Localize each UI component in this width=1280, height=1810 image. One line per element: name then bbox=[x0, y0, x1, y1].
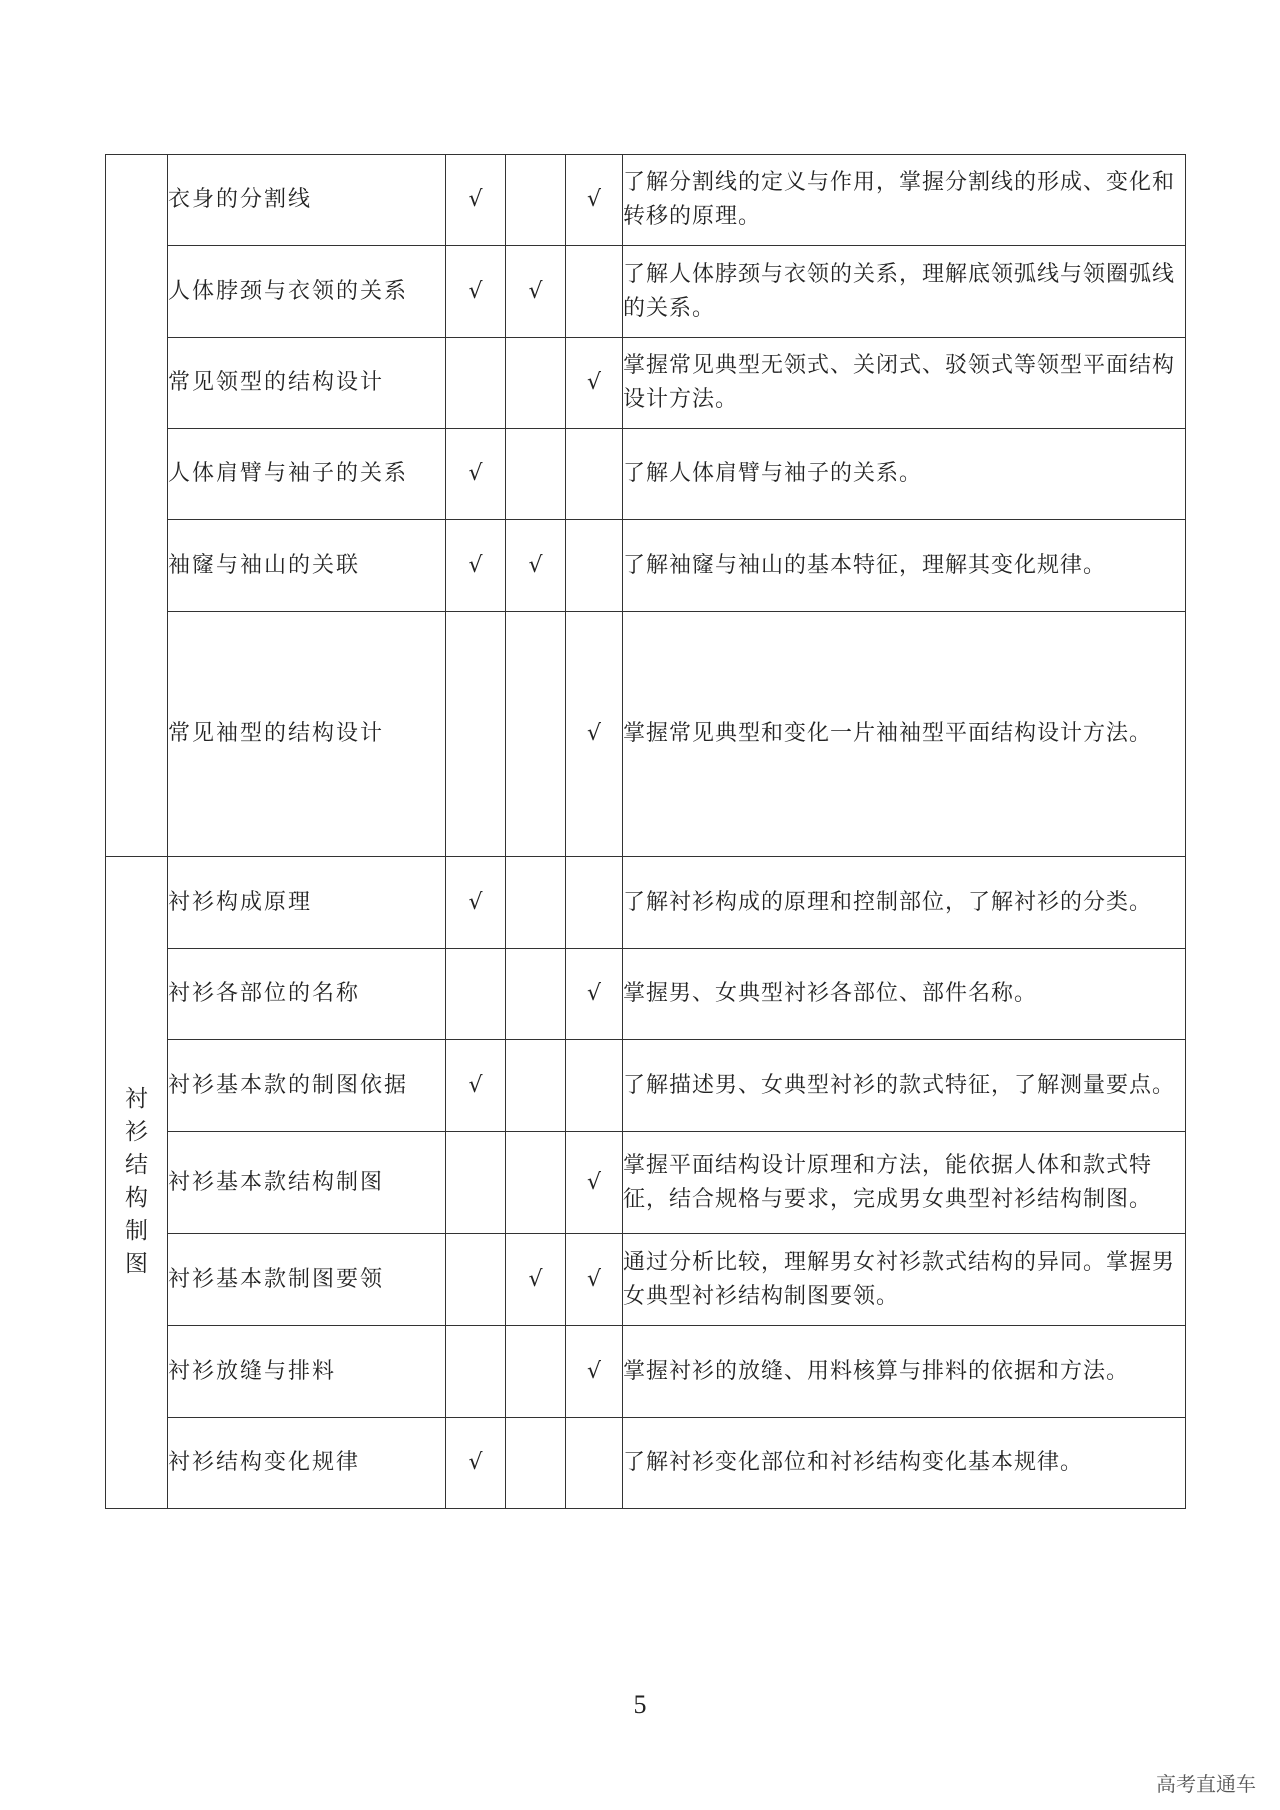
check-mark bbox=[566, 429, 623, 520]
table-row bbox=[106, 1234, 1186, 1326]
description-cell: 通过分析比较，理解男女衬衫款式结构的异同。掌握男女典型衬衫结构制图要领。 bbox=[623, 1234, 1186, 1326]
check-mark: √ bbox=[446, 857, 506, 949]
description-cell: 掌握平面结构设计原理和方法，能依据人体和款式特征，结合规格与要求，完成男女典型衬衫结构制图。 bbox=[623, 1132, 1186, 1234]
table-row bbox=[106, 1418, 1186, 1509]
description-cell: 了解人体肩臂与袖子的关系。 bbox=[623, 429, 1186, 520]
topic-cell: 衬衫各部位的名称 bbox=[168, 949, 446, 1040]
check-mark: √ bbox=[566, 1234, 623, 1326]
check-mark bbox=[566, 520, 623, 612]
check-mark bbox=[566, 246, 623, 338]
check-mark bbox=[446, 1132, 506, 1234]
topic-cell: 衬衫放缝与排料 bbox=[168, 1326, 446, 1418]
check-mark: √ bbox=[446, 520, 506, 612]
group-cell bbox=[106, 857, 168, 1509]
table-row bbox=[106, 246, 1186, 338]
check-mark: √ bbox=[446, 1040, 506, 1132]
topic-cell: 衬衫构成原理 bbox=[168, 857, 446, 949]
check-mark bbox=[506, 1040, 566, 1132]
table-row bbox=[106, 338, 1186, 429]
check-mark bbox=[506, 612, 566, 857]
description-cell: 掌握衬衫的放缝、用料核算与排料的依据和方法。 bbox=[623, 1326, 1186, 1418]
description-cell: 了解描述男、女典型衬衫的款式特征，了解测量要点。 bbox=[623, 1040, 1186, 1132]
check-mark bbox=[446, 612, 506, 857]
check-mark: √ bbox=[506, 520, 566, 612]
watermark: 高考直通车 bbox=[1156, 1772, 1256, 1796]
check-mark bbox=[506, 949, 566, 1040]
description-cell: 了解衬衫构成的原理和控制部位，了解衬衫的分类。 bbox=[623, 857, 1186, 949]
group-cell bbox=[106, 155, 168, 857]
description-cell: 了解衬衫变化部位和衬衫结构变化基本规律。 bbox=[623, 1418, 1186, 1509]
table-row bbox=[106, 612, 1186, 857]
check-mark: √ bbox=[446, 1418, 506, 1509]
table-row bbox=[106, 1040, 1186, 1132]
table-row bbox=[106, 520, 1186, 612]
topic-cell: 常见领型的结构设计 bbox=[168, 338, 446, 429]
description-cell: 了解分割线的定义与作用，掌握分割线的形成、变化和转移的原理。 bbox=[623, 155, 1186, 246]
check-mark bbox=[506, 155, 566, 246]
check-mark: √ bbox=[566, 1132, 623, 1234]
topic-cell: 人体脖颈与衣领的关系 bbox=[168, 246, 446, 338]
curriculum-table bbox=[105, 154, 1186, 1509]
table-row bbox=[106, 1132, 1186, 1234]
check-mark: √ bbox=[566, 1326, 623, 1418]
group-label: 衬衫结构制图 bbox=[125, 1086, 148, 1277]
description-cell: 了解袖窿与袖山的基本特征，理解其变化规律。 bbox=[623, 520, 1186, 612]
table-row bbox=[106, 857, 1186, 949]
check-mark: √ bbox=[506, 1234, 566, 1326]
check-mark bbox=[566, 857, 623, 949]
check-mark: √ bbox=[566, 949, 623, 1040]
table-row bbox=[106, 429, 1186, 520]
check-mark bbox=[446, 338, 506, 429]
description-cell: 掌握常见典型无领式、关闭式、驳领式等领型平面结构设计方法。 bbox=[623, 338, 1186, 429]
table-row bbox=[106, 1326, 1186, 1418]
description-cell: 了解人体脖颈与衣领的关系，理解底领弧线与领圈弧线的关系。 bbox=[623, 246, 1186, 338]
check-mark bbox=[506, 857, 566, 949]
table-row bbox=[106, 949, 1186, 1040]
check-mark: √ bbox=[566, 338, 623, 429]
topic-cell: 衣身的分割线 bbox=[168, 155, 446, 246]
check-mark: √ bbox=[566, 155, 623, 246]
check-mark: √ bbox=[506, 246, 566, 338]
check-mark: √ bbox=[446, 429, 506, 520]
check-mark bbox=[566, 1040, 623, 1132]
table-row bbox=[106, 155, 1186, 246]
topic-cell: 袖窿与袖山的关联 bbox=[168, 520, 446, 612]
description-cell: 掌握男、女典型衬衫各部位、部件名称。 bbox=[623, 949, 1186, 1040]
topic-cell: 人体肩臂与袖子的关系 bbox=[168, 429, 446, 520]
check-mark bbox=[446, 1326, 506, 1418]
topic-cell: 衬衫基本款结构制图 bbox=[168, 1132, 446, 1234]
check-mark bbox=[506, 1418, 566, 1509]
check-mark bbox=[506, 429, 566, 520]
check-mark bbox=[506, 338, 566, 429]
check-mark bbox=[566, 1418, 623, 1509]
check-mark bbox=[446, 949, 506, 1040]
check-mark bbox=[506, 1326, 566, 1418]
description-cell: 掌握常见典型和变化一片袖袖型平面结构设计方法。 bbox=[623, 612, 1186, 857]
check-mark: √ bbox=[446, 246, 506, 338]
topic-cell: 衬衫基本款制图要领 bbox=[168, 1234, 446, 1326]
page-number: 5 bbox=[633, 1690, 647, 1719]
check-mark bbox=[446, 1234, 506, 1326]
check-mark: √ bbox=[446, 155, 506, 246]
topic-cell: 衬衫基本款的制图依据 bbox=[168, 1040, 446, 1132]
check-mark bbox=[506, 1132, 566, 1234]
topic-cell: 衬衫结构变化规律 bbox=[168, 1418, 446, 1509]
check-mark: √ bbox=[566, 612, 623, 857]
topic-cell: 常见袖型的结构设计 bbox=[168, 612, 446, 857]
